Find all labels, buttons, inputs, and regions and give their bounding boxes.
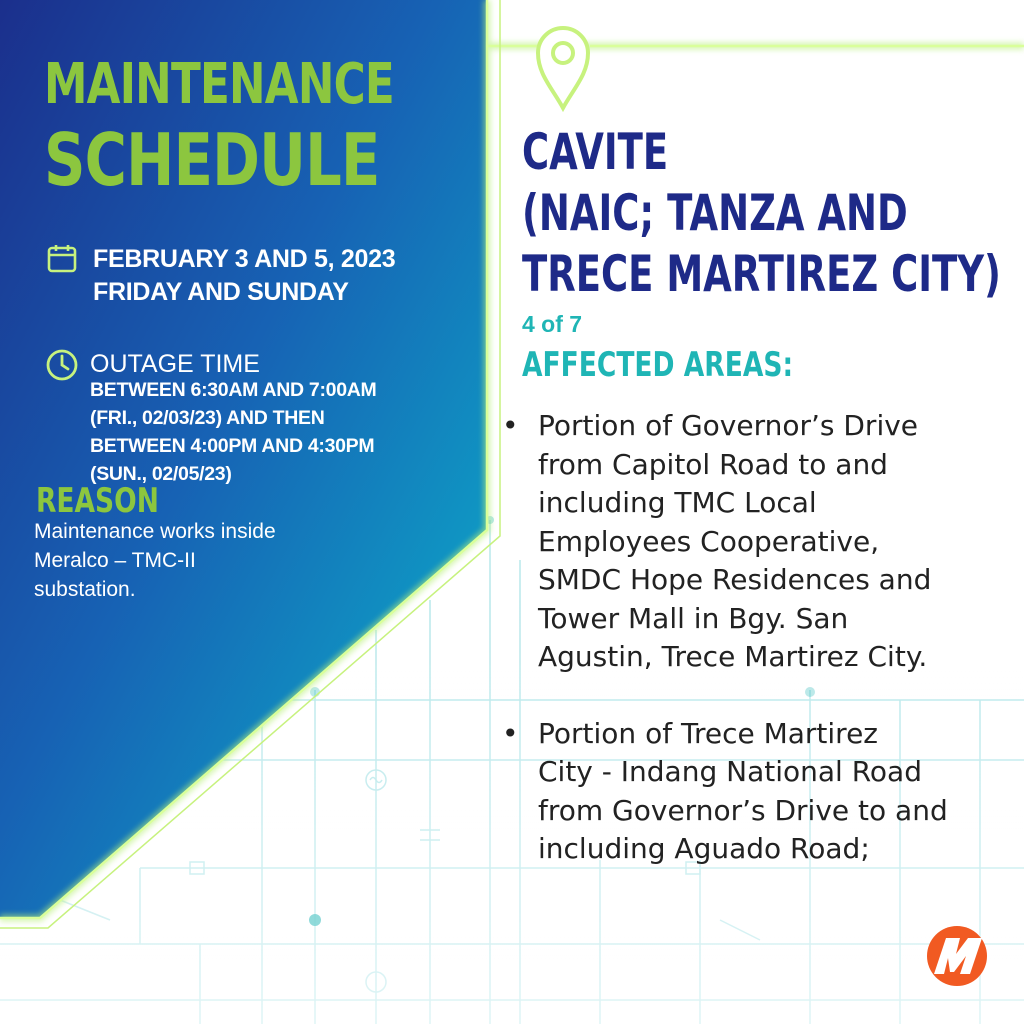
- area-line: SMDC Hope Residences and: [538, 563, 932, 596]
- area-line: Portion of Governor’s Drive: [538, 409, 919, 442]
- bullet-icon: •: [502, 716, 519, 750]
- outage-time-label: OUTAGE TIME: [90, 350, 260, 378]
- area-line: Tower Mall in Bgy. San: [538, 601, 849, 635]
- calendar-icon: [46, 243, 78, 275]
- location-line: TRECE MARTIREZ CITY): [522, 245, 1001, 303]
- outage-time-details: [90, 376, 377, 488]
- reason-line: Meralco – TMC-II: [34, 549, 196, 572]
- outage-line: BETWEEN 6:30AM AND 7:00AM: [90, 379, 377, 401]
- list-item: [500, 715, 1000, 869]
- area-line: Portion of Trece Martirez: [538, 716, 878, 750]
- affected-areas-list: [500, 407, 1000, 869]
- reason-line: substation.: [34, 578, 136, 601]
- outage-line: (SUN., 02/05/23): [90, 463, 232, 485]
- affected-areas-label: AFFECTED AREAS:: [522, 345, 794, 385]
- reason-label: REASON: [36, 481, 159, 521]
- list-item: [500, 407, 1000, 677]
- schedule-date: [93, 243, 395, 309]
- area-line: including Aguado Road;: [538, 832, 870, 865]
- reason-line: Maintenance works inside: [34, 520, 276, 543]
- area-line: including TMC Local: [538, 486, 817, 519]
- schedule-date-line: FEBRUARY 3 AND 5, 2023: [93, 245, 396, 273]
- location-line: (NAIC; TANZA AND: [522, 184, 908, 242]
- bullet-icon: •: [502, 409, 519, 442]
- schedule-day-line: FRIDAY AND SUNDAY: [93, 278, 349, 306]
- reason-text: [34, 517, 364, 604]
- meralco-logo-icon: [920, 924, 994, 988]
- area-line: City - Indang National Road: [538, 755, 922, 788]
- clock-icon: [44, 347, 80, 383]
- area-line: from Capitol Road to and: [538, 447, 888, 481]
- title-line-schedule: SCHEDULE: [44, 118, 380, 202]
- title-line-maintenance: MAINTENANCE: [44, 52, 394, 117]
- location-heading: [522, 122, 1001, 305]
- outage-line: BETWEEN 4:00PM AND 4:30PM: [90, 435, 375, 457]
- area-line: Agustin, Trece Martirez City.: [538, 640, 928, 673]
- area-line: Employees Cooperative,: [538, 524, 880, 558]
- area-line: from Governor’s Drive to and: [538, 793, 948, 827]
- page-indicator: 4 of 7: [522, 311, 583, 337]
- location-line: CAVITE: [522, 123, 669, 181]
- location-pin-icon: [532, 22, 594, 114]
- outage-line: (FRI., 02/03/23) AND THEN: [90, 407, 325, 429]
